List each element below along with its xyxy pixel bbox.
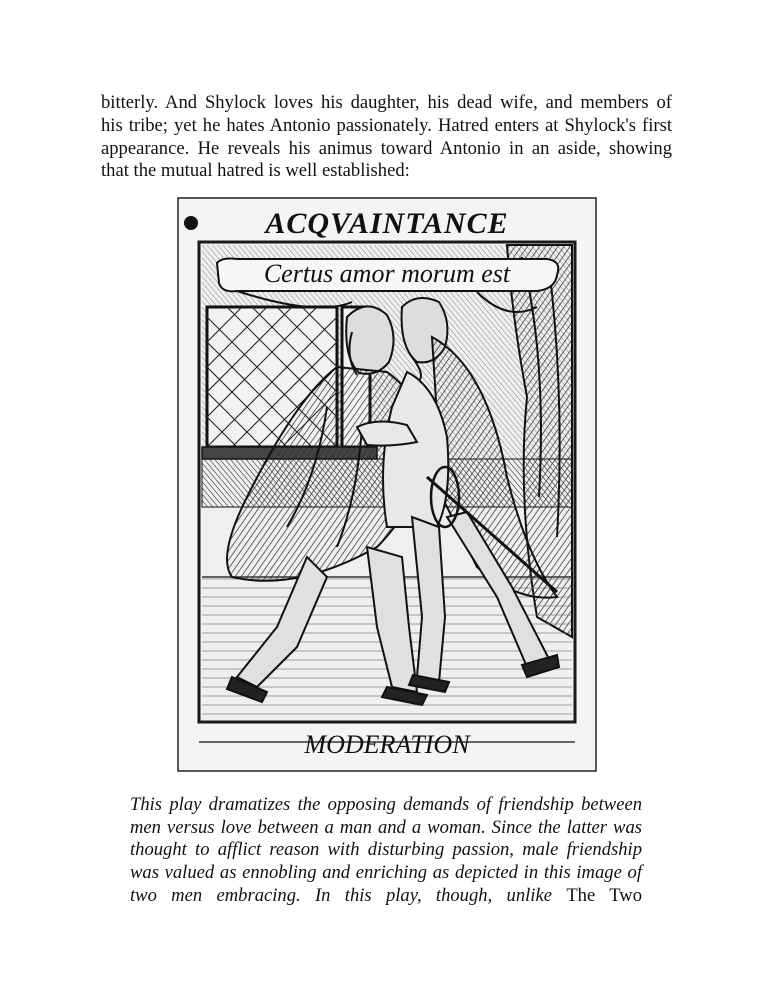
caption-last-roman: The Two bbox=[566, 884, 642, 906]
body-line: his tribe; yet he hates Antonio passionately. Hatred enters at Shylock's first bbox=[101, 114, 672, 136]
caption-last-italic: two men embracing. In this play, though, unlike bbox=[130, 884, 552, 906]
figure-caption bbox=[130, 794, 642, 908]
caption-line: This play dramatizes the opposing demands of friendship between bbox=[130, 794, 642, 815]
body-line: appearance. He reveals his animus toward Antonio in an aside, showing bbox=[101, 137, 672, 159]
ornament-dot bbox=[184, 216, 198, 230]
top-label: ACQVAINTANCE bbox=[265, 207, 509, 240]
woodcut-figure bbox=[177, 197, 597, 772]
woodcut-illustration bbox=[177, 197, 597, 772]
caption-line-last bbox=[130, 885, 642, 908]
caption-line: thought to afflict reason with disturbing passion, male friendship bbox=[130, 839, 642, 861]
body-paragraph bbox=[101, 92, 672, 183]
caption-line: men versus love between a man and a woman. Since the latter was bbox=[130, 816, 642, 838]
banner-motto-text: Certus amor morum est bbox=[263, 259, 511, 288]
body-line: that the mutual hatred is well established: bbox=[101, 160, 410, 182]
bottom-label: MODERATION bbox=[304, 730, 470, 759]
body-line: bitterly. And Shylock loves his daughter, his dead wife, and members of bbox=[101, 92, 672, 113]
caption-line: was valued as ennobling and enriching as depicted in this image of bbox=[130, 862, 642, 884]
